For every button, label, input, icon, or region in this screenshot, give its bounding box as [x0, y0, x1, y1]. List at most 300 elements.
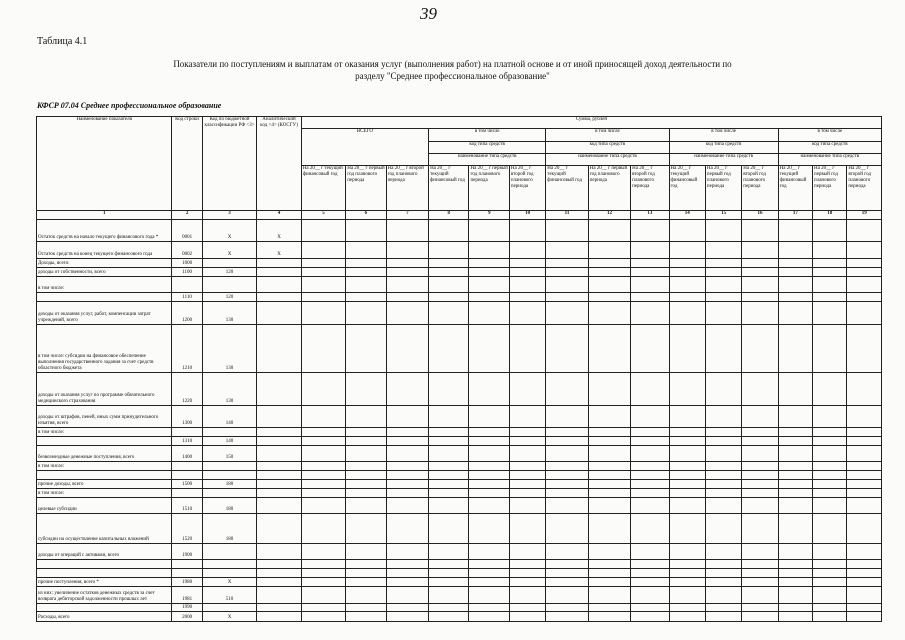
value-cell	[847, 301, 882, 324]
row-analytic-code	[257, 568, 301, 577]
value-cell	[847, 372, 882, 405]
row-analytic-code	[257, 372, 301, 405]
value-cell	[742, 292, 778, 301]
value-cell	[778, 471, 812, 480]
row-name: доходы от операций с активами, всего	[37, 543, 172, 559]
row-code: 1500	[172, 480, 202, 489]
value-cell	[546, 462, 588, 471]
value-cell	[346, 603, 386, 611]
value-cell	[742, 242, 778, 258]
value-cell	[346, 428, 386, 437]
row-name: в том числе:	[37, 489, 172, 498]
value-cell	[705, 301, 741, 324]
row-analytic-code	[257, 267, 301, 276]
value-cell	[847, 543, 882, 559]
value-cell	[588, 437, 630, 446]
value-cell	[847, 498, 882, 514]
value-cell	[588, 292, 630, 301]
value-cell	[386, 258, 428, 267]
row-analytic-code	[257, 498, 301, 514]
header-period: На 20__ г второй год планового периода	[742, 166, 778, 211]
value-cell	[631, 603, 669, 611]
value-cell	[778, 276, 812, 292]
value-cell	[509, 267, 545, 276]
value-cell	[631, 406, 669, 428]
value-cell	[588, 324, 630, 372]
value-cell	[847, 489, 882, 498]
row-budget-code	[202, 559, 257, 568]
value-cell	[346, 301, 386, 324]
value-cell	[847, 428, 882, 437]
value-cell	[386, 437, 428, 446]
value-cell	[509, 543, 545, 559]
value-cell	[509, 480, 545, 489]
value-cell	[631, 258, 669, 267]
value-cell	[509, 220, 545, 242]
value-cell	[429, 559, 469, 568]
column-number: 18	[813, 211, 847, 220]
value-cell	[301, 267, 345, 276]
value-cell	[742, 372, 778, 405]
value-cell	[813, 406, 847, 428]
value-cell	[386, 603, 428, 611]
value-cell	[778, 220, 812, 242]
value-cell	[346, 543, 386, 559]
value-cell	[546, 301, 588, 324]
value-cell	[509, 276, 545, 292]
row-code	[172, 489, 202, 498]
value-cell	[546, 406, 588, 428]
row-name: Остаток средств на конец текущего финансового года	[37, 242, 172, 258]
value-cell	[847, 568, 882, 577]
value-cell	[813, 480, 847, 489]
value-cell	[429, 242, 469, 258]
column-number: 9	[469, 211, 509, 220]
value-cell	[705, 324, 741, 372]
row-name: прочие доходы, всего	[37, 480, 172, 489]
title-line-2: разделу "Среднее профессиональное образование"	[355, 71, 550, 81]
value-cell	[847, 242, 882, 258]
value-cell	[705, 220, 741, 242]
value-cell	[301, 543, 345, 559]
value-cell	[705, 577, 741, 586]
row-analytic-code	[257, 437, 301, 446]
value-cell	[386, 220, 428, 242]
value-cell	[588, 586, 630, 603]
value-cell	[386, 267, 428, 276]
header-fund-code: код типа средств	[546, 142, 669, 154]
row-name: в том числе:	[37, 428, 172, 437]
value-cell	[546, 372, 588, 405]
value-cell	[669, 220, 705, 242]
row-code	[172, 559, 202, 568]
row-budget-code: X	[202, 220, 257, 242]
row-budget-code	[202, 428, 257, 437]
value-cell	[546, 437, 588, 446]
value-cell	[631, 471, 669, 480]
value-cell	[813, 489, 847, 498]
value-cell	[813, 559, 847, 568]
value-cell	[742, 324, 778, 372]
value-cell	[469, 428, 509, 437]
row-name: Остаток средств на начало текущего финансового года *	[37, 220, 172, 242]
value-cell	[669, 446, 705, 462]
value-cell	[301, 372, 345, 405]
table-number: Таблица 4.1	[37, 36, 88, 47]
header-fund-name: наименование типа средств	[778, 154, 881, 166]
value-cell	[386, 428, 428, 437]
row-analytic-code: X	[257, 220, 301, 242]
value-cell	[509, 324, 545, 372]
value-cell	[301, 276, 345, 292]
row-analytic-code	[257, 406, 301, 428]
header-fund-code: код типа средств	[429, 142, 546, 154]
value-cell	[742, 543, 778, 559]
value-cell	[346, 462, 386, 471]
value-cell	[509, 498, 545, 514]
value-cell	[705, 406, 741, 428]
value-cell	[588, 242, 630, 258]
value-cell	[588, 406, 630, 428]
row-code: 1310	[172, 437, 202, 446]
row-budget-code: 140	[202, 406, 257, 428]
row-code	[172, 428, 202, 437]
value-cell	[301, 559, 345, 568]
value-cell	[631, 446, 669, 462]
value-cell	[346, 471, 386, 480]
value-cell	[346, 586, 386, 603]
value-cell	[386, 577, 428, 586]
row-analytic-code	[257, 514, 301, 543]
value-cell	[778, 489, 812, 498]
value-cell	[847, 276, 882, 292]
row-budget-code: 180	[202, 514, 257, 543]
value-cell	[742, 603, 778, 611]
table-row	[37, 301, 882, 324]
value-cell	[813, 611, 847, 621]
value-cell	[301, 603, 345, 611]
column-number: 3	[202, 211, 257, 220]
value-cell	[669, 498, 705, 514]
value-cell	[546, 324, 588, 372]
row-code	[172, 276, 202, 292]
value-cell	[469, 514, 509, 543]
header-period: На 20__ г текущий финансовый год	[546, 166, 588, 211]
value-cell	[509, 577, 545, 586]
value-cell	[546, 471, 588, 480]
row-budget-code: 180	[202, 498, 257, 514]
value-cell	[705, 498, 741, 514]
value-cell	[546, 267, 588, 276]
row-budget-code: 120	[202, 292, 257, 301]
value-cell	[509, 258, 545, 267]
value-cell	[546, 543, 588, 559]
value-cell	[669, 586, 705, 603]
value-cell	[588, 267, 630, 276]
value-cell	[631, 276, 669, 292]
value-cell	[429, 514, 469, 543]
value-cell	[705, 372, 741, 405]
value-cell	[705, 428, 741, 437]
column-number: 4	[257, 211, 301, 220]
value-cell	[469, 586, 509, 603]
value-cell	[546, 258, 588, 267]
header-fund-name: наименование типа средств	[429, 154, 546, 166]
column-number: 15	[705, 211, 741, 220]
value-cell	[386, 406, 428, 428]
value-cell	[705, 586, 741, 603]
value-cell	[546, 568, 588, 577]
row-code: 1210	[172, 324, 202, 372]
value-cell	[742, 577, 778, 586]
value-cell	[778, 292, 812, 301]
value-cell	[301, 428, 345, 437]
value-cell	[778, 242, 812, 258]
value-cell	[847, 480, 882, 489]
row-name: целевые субсидии	[37, 498, 172, 514]
value-cell	[509, 568, 545, 577]
table-row	[37, 480, 882, 489]
row-analytic-code	[257, 489, 301, 498]
value-cell	[429, 258, 469, 267]
value-cell	[429, 603, 469, 611]
value-cell	[669, 611, 705, 621]
value-cell	[778, 428, 812, 437]
table-row	[37, 446, 882, 462]
value-cell	[301, 577, 345, 586]
table-body	[37, 220, 882, 622]
value-cell	[429, 462, 469, 471]
value-cell	[546, 498, 588, 514]
value-cell	[386, 372, 428, 405]
value-cell	[346, 480, 386, 489]
value-cell	[813, 498, 847, 514]
row-analytic-code	[257, 603, 301, 611]
value-cell	[509, 514, 545, 543]
row-code: 1220	[172, 372, 202, 405]
value-cell	[742, 220, 778, 242]
value-cell	[669, 480, 705, 489]
value-cell	[346, 276, 386, 292]
value-cell	[813, 543, 847, 559]
row-name	[37, 292, 172, 301]
row-name	[37, 568, 172, 577]
value-cell	[509, 437, 545, 446]
table-row	[37, 586, 882, 603]
row-name: безвозмездные денежные поступления, всего	[37, 446, 172, 462]
document-title	[30, 58, 875, 82]
row-code	[172, 462, 202, 471]
value-cell	[705, 446, 741, 462]
value-cell	[386, 559, 428, 568]
value-cell	[742, 428, 778, 437]
row-budget-code: 140	[202, 437, 257, 446]
row-analytic-code	[257, 446, 301, 462]
value-cell	[301, 480, 345, 489]
table-row	[37, 568, 882, 577]
row-analytic-code	[257, 258, 301, 267]
value-cell	[669, 462, 705, 471]
value-cell	[813, 292, 847, 301]
value-cell	[469, 446, 509, 462]
header-budget-code: Код по бюджетной классификации РФ <3>	[202, 117, 257, 211]
value-cell	[778, 568, 812, 577]
value-cell	[546, 242, 588, 258]
value-cell	[546, 292, 588, 301]
value-cell	[469, 603, 509, 611]
value-cell	[742, 446, 778, 462]
value-cell	[705, 267, 741, 276]
value-cell	[346, 324, 386, 372]
row-name: из них: увеличение остатков денежных средств за счет возврата дебиторской задолженности прошлых лет	[37, 586, 172, 603]
value-cell	[847, 611, 882, 621]
value-cell	[631, 428, 669, 437]
value-cell	[778, 462, 812, 471]
value-cell	[346, 437, 386, 446]
value-cell	[386, 276, 428, 292]
value-cell	[778, 498, 812, 514]
value-cell	[588, 559, 630, 568]
value-cell	[669, 324, 705, 372]
value-cell	[509, 603, 545, 611]
value-cell	[631, 480, 669, 489]
row-code: 1000	[172, 258, 202, 267]
table-row	[37, 543, 882, 559]
header-fund-code: код типа средств	[778, 142, 881, 154]
value-cell	[546, 514, 588, 543]
value-cell	[705, 471, 741, 480]
row-name	[37, 471, 172, 480]
table-row	[37, 498, 882, 514]
value-cell	[429, 267, 469, 276]
value-cell	[588, 480, 630, 489]
value-cell	[429, 446, 469, 462]
row-code: 1980	[172, 577, 202, 586]
value-cell	[469, 577, 509, 586]
row-code: 0002	[172, 242, 202, 258]
value-cell	[778, 372, 812, 405]
value-cell	[669, 471, 705, 480]
value-cell	[778, 406, 812, 428]
value-cell	[631, 462, 669, 471]
value-cell	[588, 276, 630, 292]
value-cell	[813, 301, 847, 324]
indicators-table	[36, 116, 882, 622]
table-row	[37, 437, 882, 446]
value-cell	[429, 220, 469, 242]
row-budget-code: 150	[202, 446, 257, 462]
value-cell	[346, 514, 386, 543]
value-cell	[546, 428, 588, 437]
value-cell	[346, 577, 386, 586]
value-cell	[631, 489, 669, 498]
value-cell	[631, 301, 669, 324]
value-cell	[301, 292, 345, 301]
value-cell	[631, 498, 669, 514]
value-cell	[813, 603, 847, 611]
value-cell	[631, 372, 669, 405]
value-cell	[742, 267, 778, 276]
header-including: в том числе	[429, 129, 546, 142]
header-fund-name: наименование типа средств	[546, 154, 669, 166]
header-period: На 20__ г текущий финансовый год	[778, 166, 812, 211]
value-cell	[469, 543, 509, 559]
row-analytic-code	[257, 471, 301, 480]
table-row	[37, 514, 882, 543]
row-budget-code	[202, 258, 257, 267]
column-number: 11	[546, 211, 588, 220]
header-period: На 20__ г второй год планового периода	[847, 166, 882, 211]
column-number: 14	[669, 211, 705, 220]
value-cell	[813, 220, 847, 242]
row-code: 2000	[172, 611, 202, 621]
value-cell	[429, 276, 469, 292]
value-cell	[429, 577, 469, 586]
value-cell	[778, 543, 812, 559]
table-row	[37, 406, 882, 428]
value-cell	[469, 498, 509, 514]
header-period: На 20__ г первый год планового периода	[588, 166, 630, 211]
row-analytic-code	[257, 324, 301, 372]
value-cell	[813, 471, 847, 480]
row-code: 1110	[172, 292, 202, 301]
row-name: Расходы, всего	[37, 611, 172, 621]
row-code: 1981	[172, 586, 202, 603]
value-cell	[742, 406, 778, 428]
header-period: На 20__ г второй год планового периода	[509, 166, 545, 211]
value-cell	[546, 559, 588, 568]
value-cell	[429, 324, 469, 372]
value-cell	[847, 586, 882, 603]
table-header	[37, 117, 882, 220]
value-cell	[509, 586, 545, 603]
row-code: 1300	[172, 406, 202, 428]
value-cell	[813, 586, 847, 603]
value-cell	[429, 372, 469, 405]
value-cell	[386, 301, 428, 324]
value-cell	[386, 611, 428, 621]
table-row	[37, 276, 882, 292]
value-cell	[742, 462, 778, 471]
value-cell	[469, 437, 509, 446]
column-number: 7	[386, 211, 428, 220]
value-cell	[778, 559, 812, 568]
row-code: 1510	[172, 498, 202, 514]
row-budget-code	[202, 543, 257, 559]
header-including: в том числе	[669, 129, 778, 142]
value-cell	[669, 301, 705, 324]
row-budget-code: 130	[202, 324, 257, 372]
value-cell	[301, 611, 345, 621]
value-cell	[588, 428, 630, 437]
value-cell	[669, 292, 705, 301]
header-fund-name: наименование типа средств	[669, 154, 778, 166]
header-total: ВСЕГО	[301, 129, 428, 166]
row-code	[172, 471, 202, 480]
row-code: 1400	[172, 446, 202, 462]
value-cell	[301, 514, 345, 543]
table-row	[37, 258, 882, 267]
value-cell	[742, 437, 778, 446]
value-cell	[588, 462, 630, 471]
row-code: 1520	[172, 514, 202, 543]
value-cell	[469, 324, 509, 372]
value-cell	[301, 437, 345, 446]
table-row	[37, 603, 882, 611]
value-cell	[742, 611, 778, 621]
value-cell	[429, 428, 469, 437]
value-cell	[546, 489, 588, 498]
